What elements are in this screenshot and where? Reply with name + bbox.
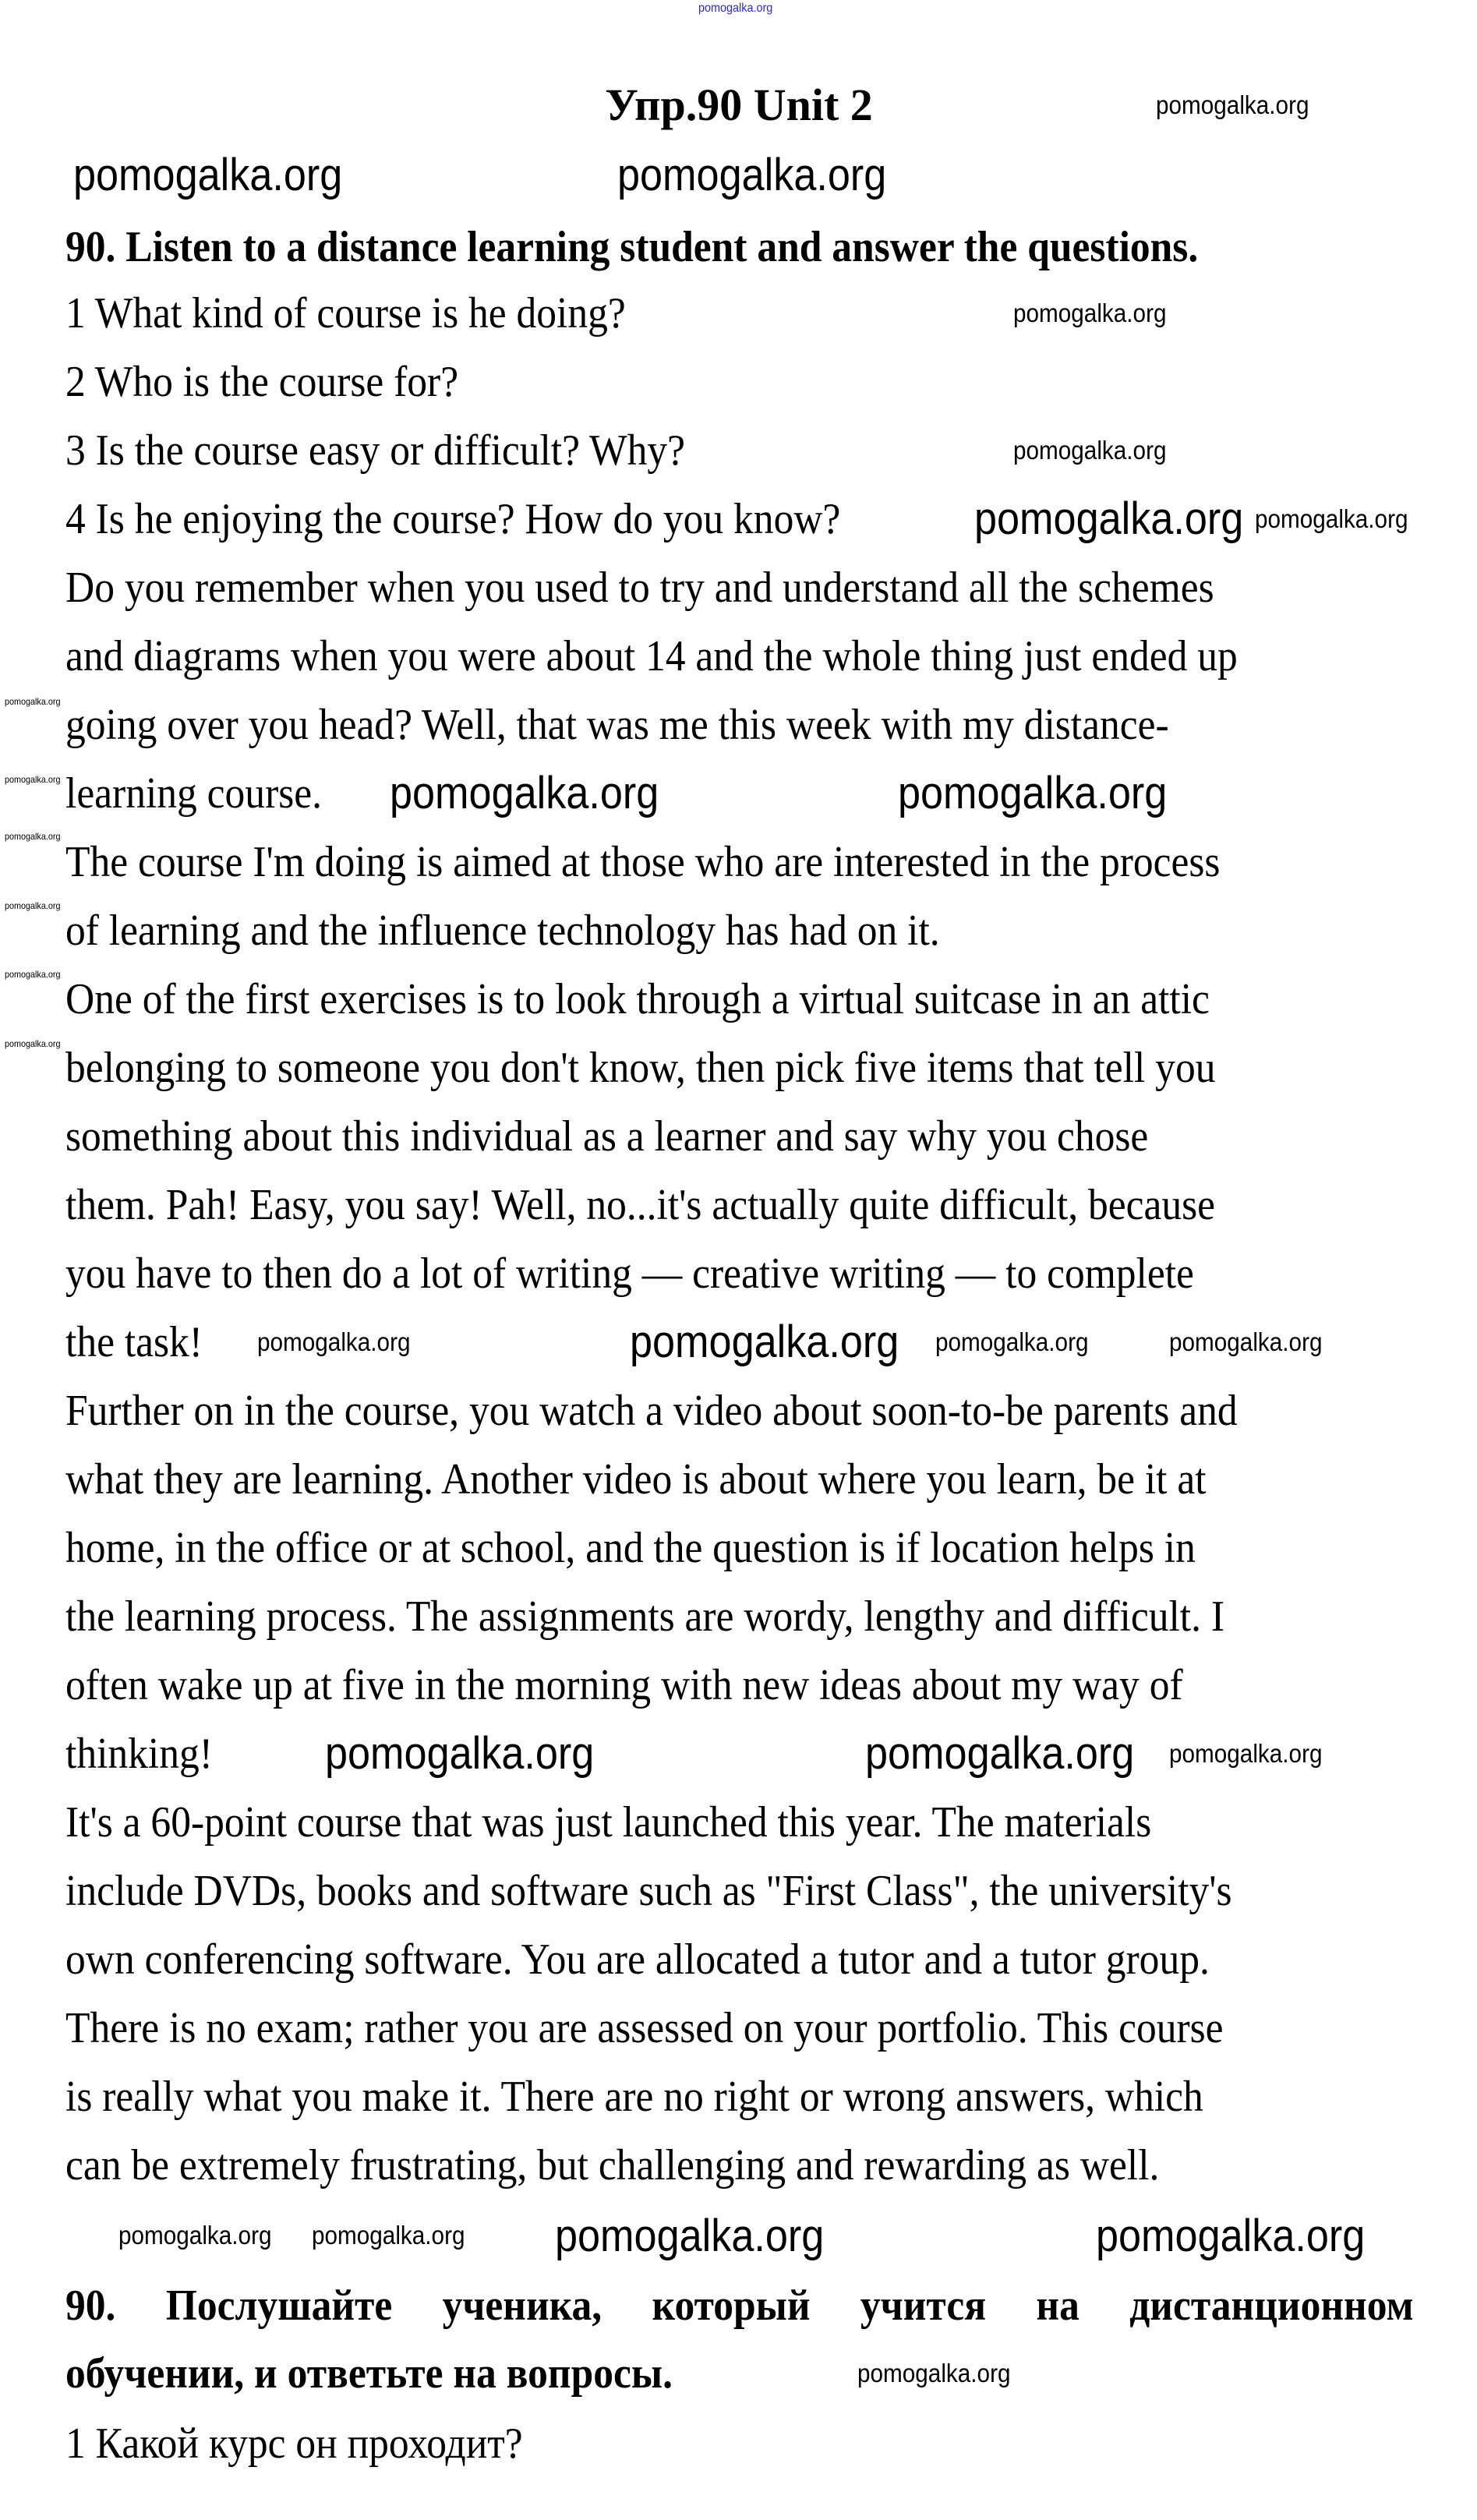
text-line: include DVDs, books and software such as "First Class", the university's — [65, 1867, 1232, 1915]
text-line: often wake up at five in the morning with new ideas about my way of — [65, 1661, 1183, 1709]
text-line: what they are learning. Another video is about where you learn, be it at — [65, 1455, 1207, 1504]
watermark: pomogalka.org — [5, 1038, 61, 1049]
page-title: Упр.90 Unit 2 — [605, 80, 873, 130]
watermark: pomogalka.org — [1169, 1327, 1323, 1356]
text-line: It's a 60-point course that was just launched this year. The materials — [65, 1798, 1152, 1847]
question-ru: 1 Какой курс он проходит? — [65, 2419, 523, 2468]
heading-ru-line: 90. Послушайте ученика, который учится на дистанционном — [65, 2281, 1414, 2330]
watermark: pomogalka.org — [974, 493, 1244, 544]
watermark: pomogalka.org — [1255, 504, 1408, 533]
text-line: There is no exam; rather you are assessed on your portfolio. This course — [65, 2004, 1224, 2052]
text-line: and diagrams when you were about 14 and the whole thing just ended up — [65, 632, 1238, 680]
watermark: pomogalka.org — [5, 831, 61, 842]
watermark: pomogalka.org — [857, 2359, 1011, 2387]
text-line: is really what you make it. There are no right or wrong answers, which — [65, 2073, 1203, 2121]
text-line: home, in the office or at school, and the question is if location helps in — [65, 1524, 1196, 1572]
watermark: pomogalka.org — [118, 2221, 272, 2250]
text-line: them. Pah! Easy, you say! Well, no...it's actually quite difficult, because — [65, 1181, 1216, 1229]
text-line: going over you head? Well, that was me this week with my distance- — [65, 701, 1169, 749]
text-line: learning course. — [65, 769, 323, 818]
text-line: One of the first exercises is to look through a virtual suitcase in an attic — [65, 975, 1210, 1023]
watermark: pomogalka.org — [555, 2211, 825, 2261]
watermark: pomogalka.org — [865, 1728, 1135, 1779]
watermark: pomogalka.org — [1096, 2211, 1366, 2261]
watermark: pomogalka.org — [1169, 1739, 1323, 1768]
watermark: pomogalka.org — [5, 696, 61, 707]
watermark: pomogalka.org — [1013, 436, 1167, 465]
text-line: The course I'm doing is aimed at those who are interested in the process — [65, 838, 1221, 886]
watermark: pomogalka.org — [5, 900, 61, 911]
text-line: thinking! — [65, 1730, 213, 1778]
top-watermark: pomogalka.org — [698, 2, 773, 15]
watermark: pomogalka.org — [5, 969, 61, 980]
text-line: something about this individual as a learner and say why you chose — [65, 1112, 1149, 1161]
watermark: pomogalka.org — [1013, 299, 1167, 327]
text-line: Do you remember when you used to try and understand all the schemes — [65, 564, 1214, 612]
watermark: pomogalka.org — [617, 150, 887, 200]
watermark: pomogalka.org — [898, 768, 1168, 818]
question-line: 3 Is the course easy or difficult? Why? — [65, 426, 685, 475]
text-line: you have to then do a lot of writing — creative writing — to complete — [65, 1249, 1194, 1298]
heading-ru-line: обучении, и ответьте на вопросы. — [65, 2349, 673, 2398]
text-line: can be extremely frustrating, but challenging and rewarding as well. — [65, 2141, 1160, 2190]
text-line: belonging to someone you don't know, then pick five items that tell you — [65, 1044, 1216, 1092]
watermark: pomogalka.org — [257, 1327, 411, 1356]
text-line: own conferencing software. You are allocated a tutor and a tutor group. — [65, 1935, 1210, 1984]
watermark: pomogalka.org — [935, 1327, 1089, 1356]
text-line: of learning and the influence technology has had on it. — [65, 907, 940, 955]
watermark: pomogalka.org — [312, 2221, 465, 2250]
watermark: pomogalka.org — [390, 768, 659, 818]
question-line: 2 Who is the course for? — [65, 358, 459, 406]
exercise-heading-en: 90. Listen to a distance learning student and answer the questions. — [65, 223, 1199, 271]
watermark: pomogalka.org — [1156, 90, 1309, 119]
text-line: the learning process. The assignments are wordy, lengthy and difficult. I — [65, 1592, 1225, 1641]
watermark: pomogalka.org — [325, 1728, 595, 1779]
watermark: pomogalka.org — [630, 1317, 899, 1367]
question-line: 4 Is he enjoying the course? How do you know? — [65, 495, 841, 543]
text-line: the task! — [65, 1318, 203, 1366]
question-line: 1 What kind of course is he doing? — [65, 289, 626, 338]
text-line: Further on in the course, you watch a video about soon-to-be parents and — [65, 1387, 1238, 1435]
watermark: pomogalka.org — [73, 150, 343, 200]
watermark: pomogalka.org — [5, 774, 61, 785]
